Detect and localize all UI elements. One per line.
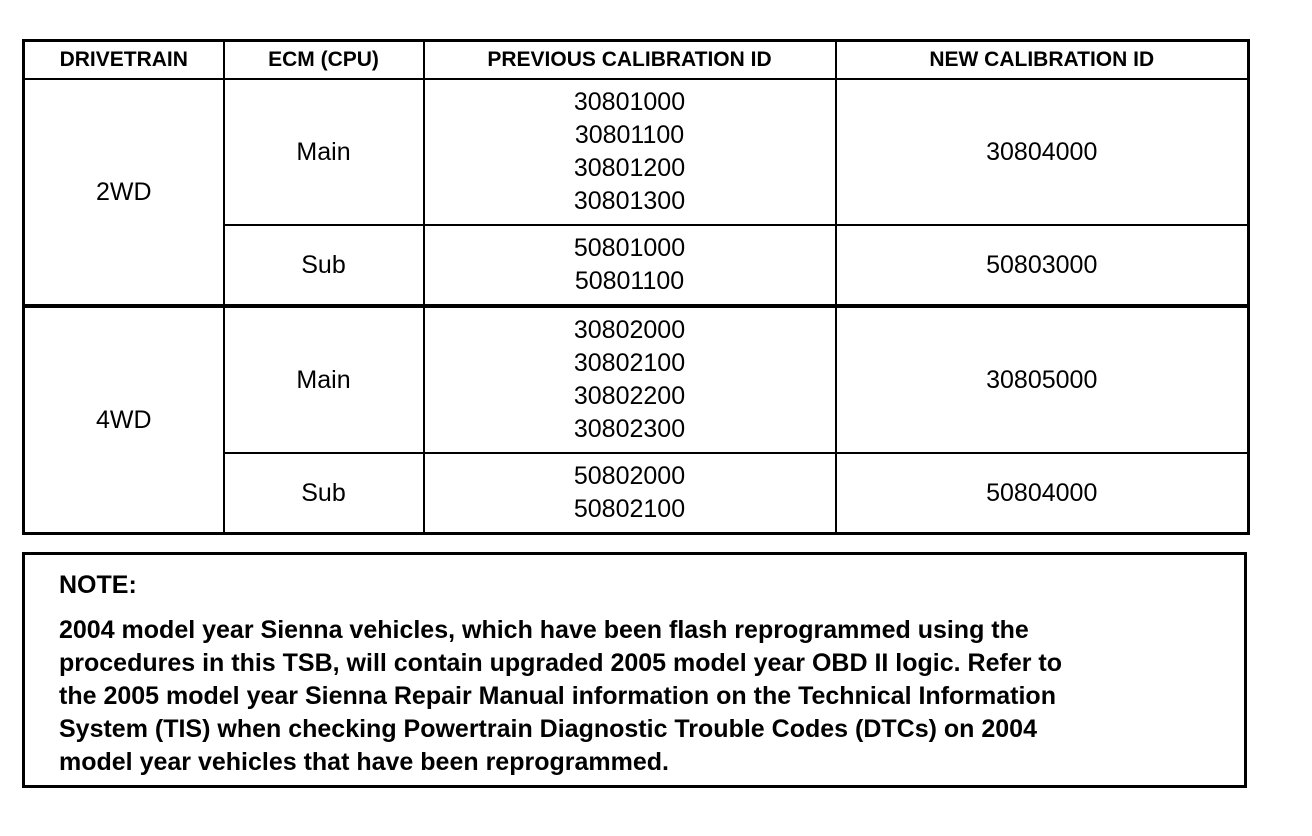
new-id-cell: 50804000 <box>836 453 1249 534</box>
note-line: the 2005 model year Sienna Repair Manual information on the Technical Information <box>59 682 1056 710</box>
previous-ids-cell <box>424 453 836 534</box>
table-row <box>24 79 1249 225</box>
previous-id: 30802000 <box>573 316 686 344</box>
note-title: NOTE: <box>59 571 137 599</box>
previous-ids-cell <box>424 79 836 225</box>
new-id-cell: 30805000 <box>836 306 1249 453</box>
ecm-cell: Main <box>224 79 424 225</box>
ecm-cell: Main <box>224 306 424 453</box>
previous-id: 50801000 <box>573 234 686 262</box>
header-previous-calibration-id: PREVIOUS CALIBRATION ID <box>424 41 836 80</box>
note-text <box>59 614 1210 779</box>
note-line: 2004 model year Sienna vehicles, which have been flash reprogrammed using the <box>59 616 1029 644</box>
ecm-cell: Sub <box>224 225 424 306</box>
header-new-calibration-id: NEW CALIBRATION ID <box>836 41 1249 80</box>
previous-id: 50801100 <box>574 267 685 295</box>
note-line: model year vehicles that have been reprogrammed. <box>59 748 669 776</box>
previous-id: 30801200 <box>573 154 686 182</box>
previous-id: 30802300 <box>573 415 686 443</box>
previous-id: 30802200 <box>573 382 686 410</box>
drivetrain-cell: 4WD <box>24 306 224 534</box>
previous-id: 30801300 <box>573 187 686 215</box>
previous-id: 30801000 <box>573 88 686 116</box>
table-header-row <box>24 41 1249 80</box>
header-drivetrain: DRIVETRAIN <box>24 41 224 80</box>
new-id-cell: 30804000 <box>836 79 1249 225</box>
new-id-cell: 50803000 <box>836 225 1249 306</box>
calibration-table <box>22 39 1250 535</box>
note-line: procedures in this TSB, will contain upgraded 2005 model year OBD II logic. Refer to <box>59 649 1062 677</box>
note-box <box>22 552 1247 788</box>
table-row <box>24 306 1249 453</box>
previous-id: 30802100 <box>573 349 686 377</box>
previous-ids-cell <box>424 225 836 306</box>
ecm-cell: Sub <box>224 453 424 534</box>
previous-id: 30801100 <box>574 121 685 149</box>
note-line: System (TIS) when checking Powertrain Diagnostic Trouble Codes (DTCs) on 2004 <box>59 715 1037 743</box>
previous-ids-cell <box>424 306 836 453</box>
previous-id: 50802100 <box>573 495 686 523</box>
previous-id: 50802000 <box>573 462 686 490</box>
drivetrain-cell: 2WD <box>24 79 224 306</box>
header-ecm-cpu: ECM (CPU) <box>224 41 424 80</box>
